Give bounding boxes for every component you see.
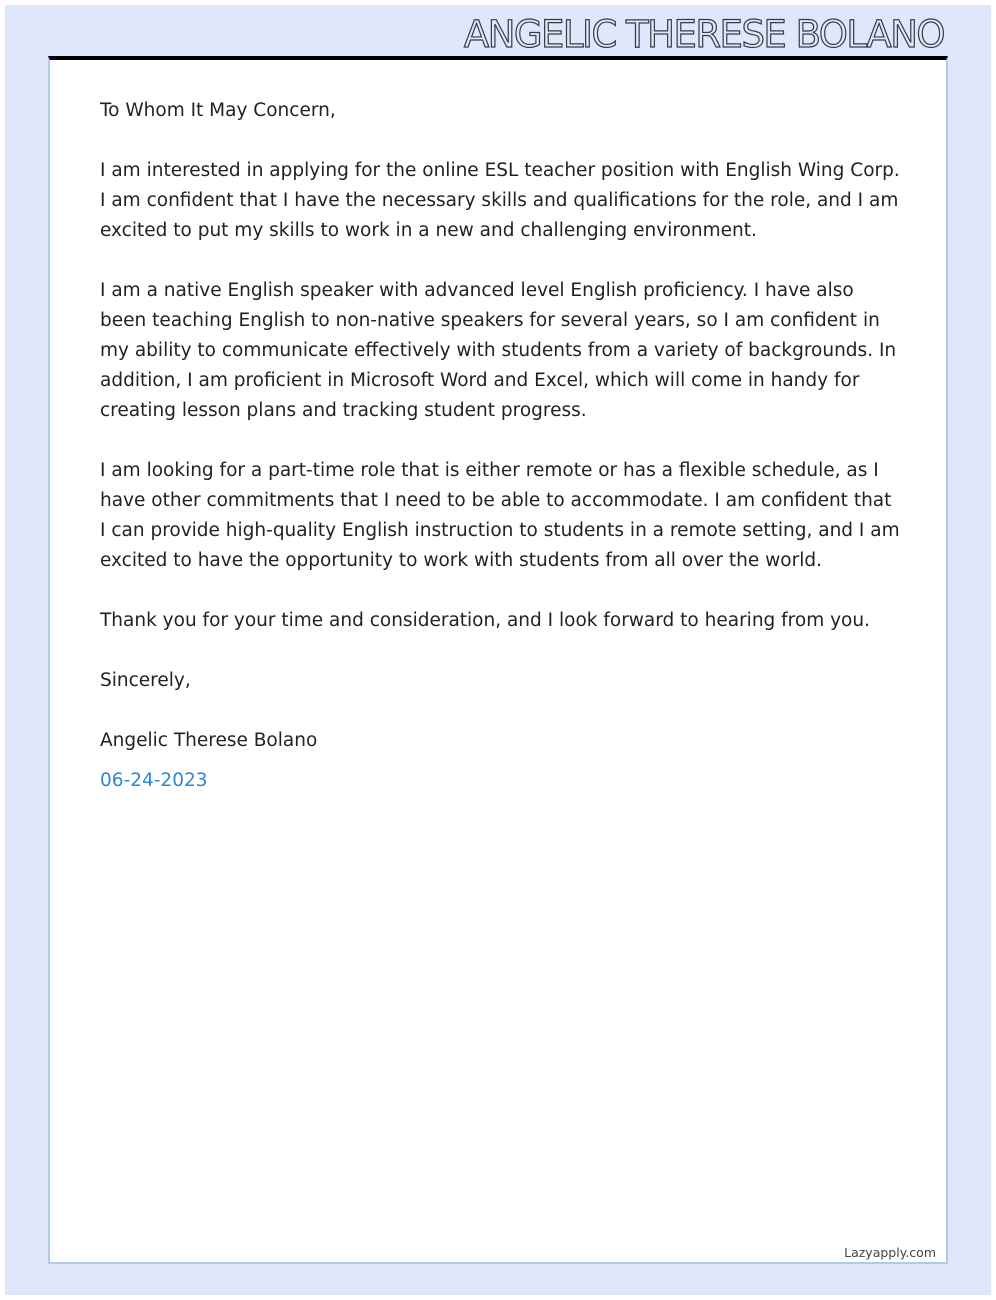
letter-paragraph-4: Thank you for your time and consideration, and I look forward to hearing from you. xyxy=(100,610,870,631)
letter-sheet xyxy=(48,56,948,1264)
cover-letter-body xyxy=(100,96,900,826)
footer-brand-link[interactable]: Lazyapply.com xyxy=(844,1245,936,1260)
letter-paragraph-3: I am looking for a part-time role that is either remote or has a flexible schedule, as I have other commitments that I need to be able to accommodate. I am confident that I can provide high-quality English instruction to students in a remote setting, and I am excited to have the opportunity to work with students from all over the world. xyxy=(100,460,900,571)
signature-name: Angelic Therese Bolano xyxy=(100,730,318,751)
salutation: To Whom It May Concern, xyxy=(100,100,336,121)
closing: Sincerely, xyxy=(100,670,191,691)
letter-paragraph-1: I am interested in applying for the online ESL teacher position with English Wing Corp. I am confident that I have the necessary skills and qualifications for the role, and I am excited to put my skills to work in a new and challenging environment. xyxy=(100,160,900,241)
applicant-name-header: ANGELIC THERESE BOLANO xyxy=(463,13,944,56)
letter-date: 06-24-2023 xyxy=(100,770,208,791)
letter-paragraph-2: I am a native English speaker with advanced level English proficiency. I have also been teaching English to non-native speakers for several years, so I am confident in my ability to communicate effectively with students from a variety of backgrounds. In addition, I am proficient in Microsoft Word and Excel, which will come in handy for creating lesson plans and tracking student progress. xyxy=(100,280,897,421)
